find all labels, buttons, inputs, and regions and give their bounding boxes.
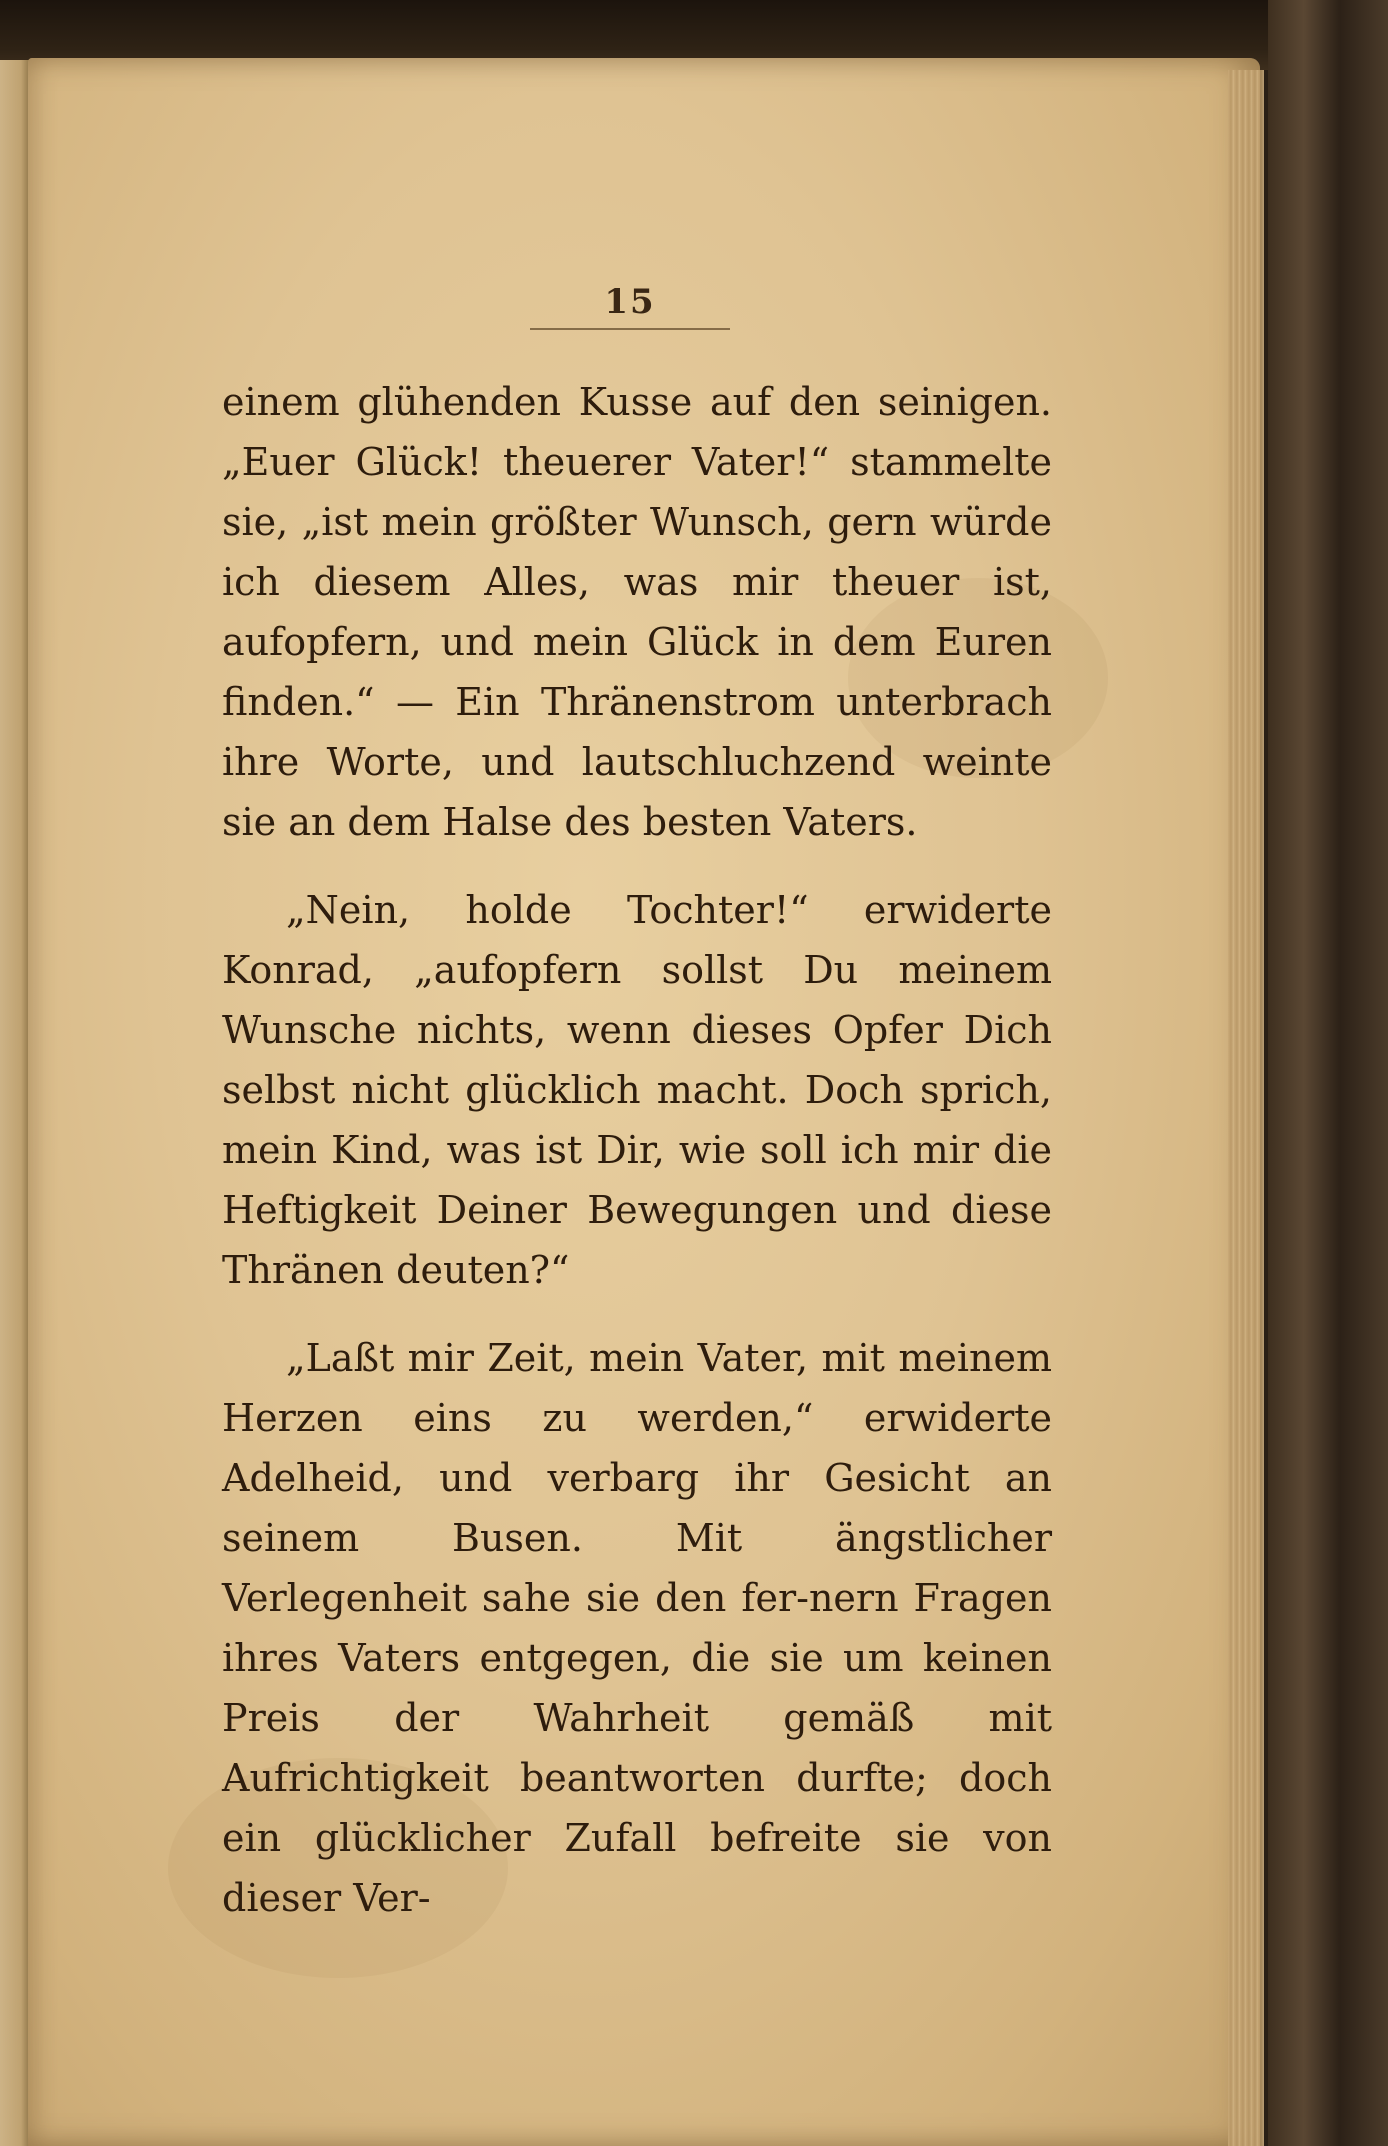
- header-rule: [530, 328, 730, 330]
- facing-page-edge: [0, 60, 30, 2146]
- page-number: 15: [604, 282, 656, 322]
- book-cover-right-edge: [1268, 0, 1388, 2146]
- body-text: [222, 372, 1052, 1928]
- paragraph-3: „Laßt mir Zeit, mein Vater, mit meinem Herzen eins zu werden,“ erwiderte Adelheid, und verbarg ihr Gesicht an seinem Busen. Mit ängstlicher Verlegenheit sahe sie den fer-nern Fragen ihres Vaters entgegen, die sie um keinen Preis der Wahrheit gemäß mit Aufrichtigkeit beantworten durfte; doch ein glücklicher Zufall befreite sie von dieser Ver-: [222, 1336, 1052, 1920]
- page-header: [530, 282, 730, 330]
- paragraph-1: einem glühenden Kusse auf den seinigen. „Euer Glück! theuerer Vater!“ stammelte sie, „ist mein größter Wunsch, gern würde ich diesem Alles, was mir theuer ist, aufopfern, und mein Glück in dem Euren finden.“ — Ein Thränenstrom unterbrach ihre Worte, und lautschluchzend weinte sie an dem Halse des besten Vaters.: [222, 380, 1052, 844]
- page-stack-edge: [1228, 70, 1264, 2146]
- paragraph-2: „Nein, holde Tochter!“ erwiderte Konrad, „aufopfern sollst Du meinem Wunsche nichts, wenn dieses Opfer Dich selbst nicht glücklich macht. Doch sprich, mein Kind, was ist Dir, wie soll ich mir die Heftigkeit Deiner Bewegungen und diese Thränen deuten?“: [222, 888, 1052, 1292]
